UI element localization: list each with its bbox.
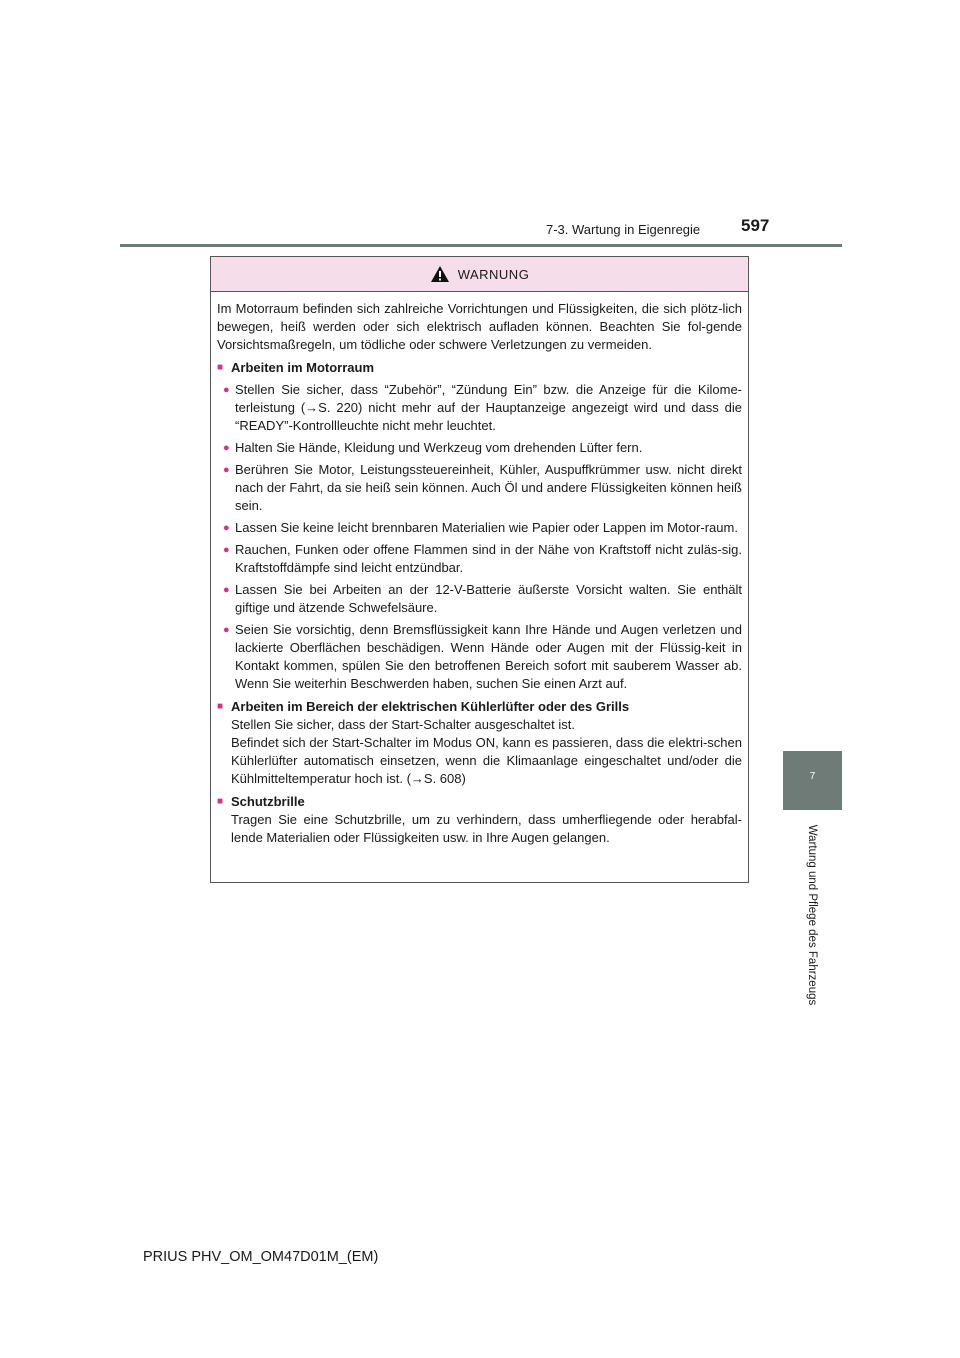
list-item: ● Berühren Sie Motor, Leistungssteuereinheit, Kühler, Auspuffkrümmer usw. nicht direkt nach der Fahrt, da sie heiß sein können. Auch Öl und andere Flüssigkeiten können heiß sein. (223, 462, 742, 513)
warning-body (211, 292, 748, 847)
section-cooling-fans (217, 698, 742, 716)
list-item: ● Lassen Sie bei Arbeiten an der 12-V-Batterie äußerste Vorsicht walten. Sie enthält giftige und ätzende Schwefelsäure. (223, 582, 742, 615)
warning-intro: Im Motorraum befinden sich zahlreiche Vorrichtungen und Flüssigkeiten, die sich plötz-lich bewegen, heiß werden oder sich elektrisch aufladen können. Beachten Sie fol-gende Vorsichtsmaßregeln, um tödliche oder schwere Verletzungen zu vermeiden. (217, 301, 742, 352)
list-item: ● Halten Sie Hände, Kleidung und Werkzeug vom drehenden Lüfter fern. (223, 440, 643, 455)
paragraph-line: Stellen Sie sicher, dass der Start-Schalter ausgeschaltet ist. (231, 717, 575, 732)
page-number: 597 (741, 216, 770, 235)
paragraph-line: Befindet sich der Start-Schalter im Modus ON, kann es passieren, dass die elektri-schen Kühlerlüfter automatisch einsetzen, wenn die Klimaanlage eingeschaltet und/oder die Kühlmitteltemperatur hoch ist. (→S. 608) (231, 735, 742, 786)
circle-bullet-icon: ● (223, 464, 230, 476)
warning-title: WARNUNG (457, 266, 530, 282)
circle-bullet-icon: ● (223, 624, 230, 636)
square-bullet-icon: ■ (217, 796, 224, 807)
chapter-title: Wartung und Pflege des Fahrzeugs (806, 824, 818, 1006)
chapter-number: 7 (809, 771, 816, 782)
list-item: ● Stellen Sie sicher, dass “Zubehör”, “Zündung Ein” bzw. die Anzeige für die Kilome-terleistung (→S. 220) nicht mehr auf der Hauptanzeige angezeigt wird und dass die “READY”-Kontrollleuchte nicht mehr leuchtet. (223, 382, 742, 433)
section-engine-bay (217, 359, 742, 377)
list-item: ● Lassen Sie keine leicht brennbaren Materialien wie Papier oder Lappen im Motor-raum. (223, 520, 738, 535)
section-title-cooling-fans: Arbeiten im Bereich der elektrischen Kühlerlüfter oder des Grills (231, 699, 630, 714)
section-title-goggles: Schutzbrille (231, 794, 305, 809)
circle-bullet-icon: ● (223, 442, 230, 454)
chapter-tab (783, 751, 842, 810)
header-rule (120, 244, 842, 247)
section-title-engine-bay: Arbeiten im Motorraum (231, 360, 375, 375)
paragraph-line: Tragen Sie eine Schutzbrille, um zu verhindern, dass umherfliegende oder herabfal-lende Materialien oder Flüssigkeiten usw. in Ihre Augen gelangen. (231, 812, 742, 845)
section-goggles (217, 793, 742, 811)
square-bullet-icon: ■ (217, 701, 224, 712)
circle-bullet-icon: ● (223, 522, 230, 534)
circle-bullet-icon: ● (223, 384, 230, 396)
warning-box (210, 256, 749, 883)
square-bullet-icon: ■ (217, 362, 224, 373)
document-id: PRIUS PHV_OM_OM47D01M_(EM) (143, 1249, 379, 1265)
circle-bullet-icon: ● (223, 544, 230, 556)
list-item: ● Seien Sie vorsichtig, denn Bremsflüssigkeit kann Ihre Hände und Augen verletzen und lackierte Oberflächen beschädigen. Wenn Hände oder Augen mit der Flüssig-keit in Kontakt kommen, spülen Sie den betroffenen Bereich sofort mit sauberem Wasser ab. Wenn Sie weiterhin Beschwerden haben, suchen Sie einen Arzt auf. (223, 622, 742, 691)
list-item: ● Rauchen, Funken oder offene Flammen sind in der Nähe von Kraftstoff nicht zuläs-sig. Kraftstoffdämpfe sind leicht entzündbar. (223, 542, 742, 575)
section-title: 7-3. Wartung in Eigenregie (546, 222, 701, 237)
circle-bullet-icon: ● (223, 584, 230, 596)
warning-triangle-icon (430, 265, 450, 283)
warning-header (211, 257, 748, 292)
